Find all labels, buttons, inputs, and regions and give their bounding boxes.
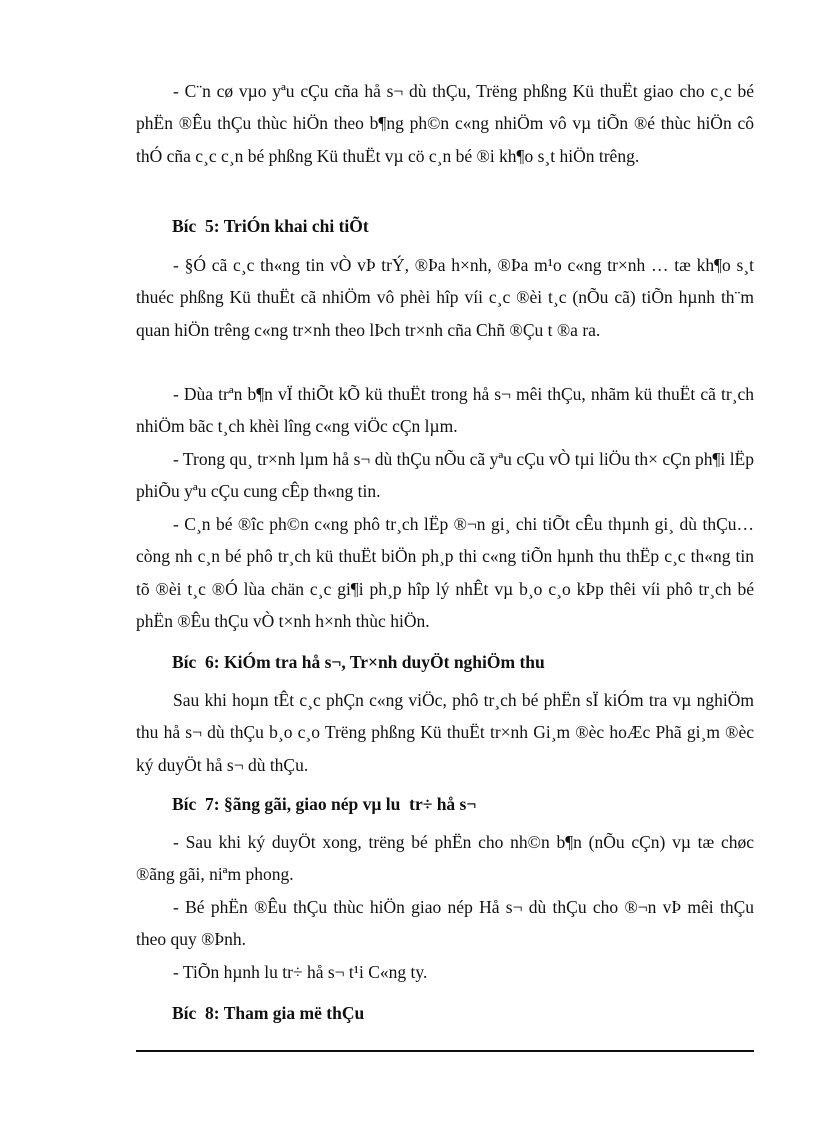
paragraph-site-survey: - §Ó cã c¸c th«ng tin vÒ vÞ trÝ, ®Þa h×nh, ®Þa m¹o c«ng tr×nh … tæ kh¶o s¸t thuéc phßng Kü thuËt cã nhiÖm vô phèi hîp víi c¸c ®èi t¸c (nÕu cã) tiÕn hµnh th¨m quan hiÖn trêng c«ng tr×nh theo lÞch tr×nh cña Chñ ®Çu t ®a ra.	[136, 255, 754, 340]
footer-divider	[136, 1050, 754, 1052]
heading-step-8: Bíc 8: Tham gia më thÇu	[172, 1003, 365, 1023]
paragraph-information-request: - Trong qu¸ tr×nh lµm hå s¬ dù thÇu nÕu cã yªu cÇu vÒ tµi liÖu th× cÇn ph¶i lËp phiÕu yªu cÇu cung cÊp th«ng tin.	[136, 449, 754, 502]
paragraph-quantity-takeoff: - Dùa trªn b¶n vÏ thiÕt kÕ kü thuËt trong hå s¬ mêi thÇu, nhãm kü thuËt cã tr¸ch nhiÖm bãc t¸ch khèi lîng c«ng viÖc cÇn lµm.	[136, 384, 754, 437]
paragraph-review-approval: Sau khi hoµn tÊt c¸c phÇn c«ng viÖc, phô tr¸ch bé phËn sÏ kiÓm tra vµ nghiÖm thu hå s¬ dù thÇu b¸o c¸o Trëng phßng Kü thuËt tr×nh Gi¸m ®èc hoÆc Phã gi¸m ®èc ký duyÖt hå s¬ dù thÇu.	[136, 690, 754, 775]
heading-step-7: Bíc 7: §ãng gãi, giao nép vµ lu tr÷ hå s¬	[172, 794, 477, 814]
paragraph-submission: - Bé phËn ®Êu thÇu thùc hiÖn giao nép Hå s¬ dù thÇu cho ®¬n vÞ mêi thÇu theo quy ®Þnh.	[136, 897, 754, 950]
paragraph-bid-assignment: - C¨n cø vµo yªu cÇu cña hå s¬ dù thÇu, Trëng phßng Kü thuËt giao cho c¸c bé phËn ®Êu thÇu thùc hiÖn theo b¶ng ph©n c«ng nhiÖm vô vµ tiÕn ®é thùc hiÖn cô thÓ cña c¸c c¸n bé phßng Kü thuËt vµ cö c¸n bé ®i kh¶o s¸t hiÖn trêng.	[136, 81, 754, 166]
paragraph-packaging-sealing: - Sau khi ký duyÖt xong, trëng bé phËn cho nh©n b¶n (nÕu cÇn) vµ tæ chøc ®ãng gãi, niªm phong.	[136, 832, 754, 885]
paragraph-unit-price-preparation: - C¸n bé ®îc ph©n c«ng phô tr¸ch lËp ®¬n gi¸ chi tiÕt cÊu thµnh gi¸ dù thÇu…còng nh c¸n bé phô tr¸ch kü thuËt biÖn ph¸p thi c«ng tiÕn hµnh thu thËp c¸c th«ng tin tõ ®èi t¸c ®Ó lùa chän c¸c gi¶i ph¸p hîp lý nhÊt vµ b¸o c¸o kÞp thêi víi phô tr¸ch bé phËn ®Êu thÇu vÒ t×nh h×nh thùc hiÖn.	[136, 514, 754, 632]
paragraph-archiving: - TiÕn hµnh lu tr÷ hå s¬ t¹i C«ng ty.	[173, 962, 428, 982]
heading-step-6: Bíc 6: KiÓm tra hå s¬, Tr×nh duyÖt nghiÖm thu	[172, 652, 545, 672]
heading-step-5: Bíc 5: TriÓn khai chi tiÕt	[172, 216, 369, 236]
